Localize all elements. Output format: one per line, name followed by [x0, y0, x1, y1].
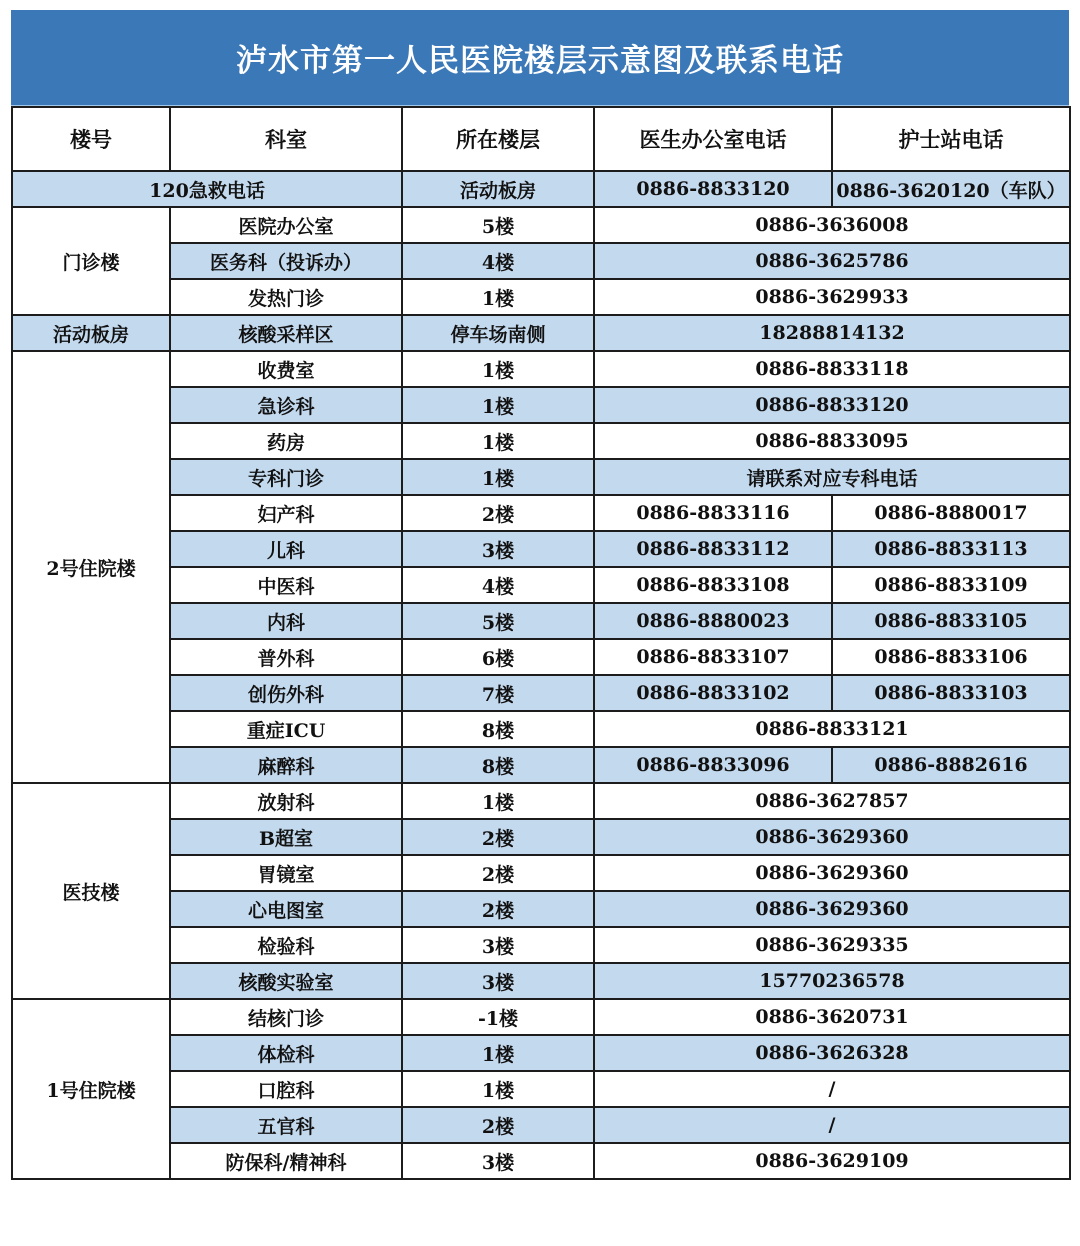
nurse-phone-cell: 0886-8833105: [832, 603, 1070, 639]
table-header-row: [12, 107, 1070, 171]
floor-cell: 1楼: [402, 1035, 594, 1071]
phone-cell: 18288814132: [594, 315, 1070, 351]
doctor-phone-cell: 0886-8833108: [594, 567, 832, 603]
phone-cell: 0886-3625786: [594, 243, 1070, 279]
floor-cell: 1楼: [402, 423, 594, 459]
phone-cell: 0886-3629360: [594, 819, 1070, 855]
doctor-phone-cell: 0886-8833102: [594, 675, 832, 711]
floor-cell: 8楼: [402, 711, 594, 747]
department-cell: 五官科: [170, 1107, 402, 1143]
table-row: [12, 711, 1070, 747]
floor-cell: 停车场南侧: [402, 315, 594, 351]
table-row: [12, 243, 1070, 279]
floor-cell: 5楼: [402, 603, 594, 639]
floor-cell: 4楼: [402, 243, 594, 279]
doctor-phone-cell: 0886-8833112: [594, 531, 832, 567]
table-row: [12, 495, 1070, 531]
phone-cell: 0886-3629109: [594, 1143, 1070, 1179]
emergency-label: 120急救电话: [12, 171, 402, 207]
department-cell: 内科: [170, 603, 402, 639]
doctor-phone-cell: 0886-8880023: [594, 603, 832, 639]
floor-cell: 3楼: [402, 1143, 594, 1179]
emergency-row: [12, 171, 1070, 207]
phone-cell: 0886-8833095: [594, 423, 1070, 459]
department-cell: 专科门诊: [170, 459, 402, 495]
phone-cell: 0886-3629360: [594, 855, 1070, 891]
floor-cell: 8楼: [402, 747, 594, 783]
department-cell: 防保科/精神科: [170, 1143, 402, 1179]
building-cell: 2号住院楼: [12, 351, 170, 783]
table-row: [12, 1071, 1070, 1107]
department-cell: 医务科（投诉办）: [170, 243, 402, 279]
department-cell: 急诊科: [170, 387, 402, 423]
department-cell: 放射科: [170, 783, 402, 819]
table-row: [12, 927, 1070, 963]
department-cell: 体检科: [170, 1035, 402, 1071]
floor-cell: 1楼: [402, 387, 594, 423]
department-cell: 中医科: [170, 567, 402, 603]
table-row: [12, 351, 1070, 387]
floor-cell: 2楼: [402, 819, 594, 855]
department-cell: 创伤外科: [170, 675, 402, 711]
emergency-floor: 活动板房: [402, 171, 594, 207]
header-doctor-phone: 医生办公室电话: [594, 107, 832, 171]
floor-cell: 1楼: [402, 783, 594, 819]
nurse-phone-cell: 0886-8833109: [832, 567, 1070, 603]
header-nurse-phone: 护士站电话: [832, 107, 1070, 171]
table-row: [12, 963, 1070, 999]
nurse-phone-cell: 0886-8882616: [832, 747, 1070, 783]
floor-cell: 5楼: [402, 207, 594, 243]
table-row: [12, 531, 1070, 567]
phone-cell: 0886-8833118: [594, 351, 1070, 387]
phone-cell: 0886-8833121: [594, 711, 1070, 747]
table-row: [12, 747, 1070, 783]
department-cell: 妇产科: [170, 495, 402, 531]
table-row: [12, 603, 1070, 639]
nurse-phone-cell: 0886-8833106: [832, 639, 1070, 675]
header-floor: 所在楼层: [402, 107, 594, 171]
floor-cell: 2楼: [402, 1107, 594, 1143]
table-row: [12, 783, 1070, 819]
floor-cell: 3楼: [402, 927, 594, 963]
phone-cell: 0886-3636008: [594, 207, 1070, 243]
nurse-phone-cell: 0886-8833103: [832, 675, 1070, 711]
phone-cell: 0886-8833120: [594, 387, 1070, 423]
table-row: [12, 999, 1070, 1035]
table-row: [12, 1107, 1070, 1143]
building-cell: 活动板房: [12, 315, 170, 351]
phone-cell: 0886-3629360: [594, 891, 1070, 927]
department-cell: 收费室: [170, 351, 402, 387]
phone-cell: /: [594, 1071, 1070, 1107]
table-row: [12, 387, 1070, 423]
table-row: [12, 639, 1070, 675]
table-row: [12, 819, 1070, 855]
doctor-phone-cell: 0886-8833116: [594, 495, 832, 531]
table-row: [12, 1143, 1070, 1179]
table-row: [12, 855, 1070, 891]
header-department: 科室: [170, 107, 402, 171]
emergency-doctor-phone: 0886-8833120: [594, 171, 832, 207]
building-cell: 医技楼: [12, 783, 170, 999]
department-cell: 核酸实验室: [170, 963, 402, 999]
table-row: [12, 423, 1070, 459]
floor-cell: -1楼: [402, 999, 594, 1035]
department-cell: 重症ICU: [170, 711, 402, 747]
department-cell: 发热门诊: [170, 279, 402, 315]
department-cell: 麻醉科: [170, 747, 402, 783]
table-row: [12, 891, 1070, 927]
contact-table: [11, 106, 1071, 1180]
table-row: [12, 675, 1070, 711]
floor-cell: 2楼: [402, 495, 594, 531]
floor-cell: 4楼: [402, 567, 594, 603]
phone-cell: 0886-3629335: [594, 927, 1070, 963]
nurse-phone-cell: 0886-8880017: [832, 495, 1070, 531]
table-row: [12, 1035, 1070, 1071]
department-cell: 胃镜室: [170, 855, 402, 891]
table-row: [12, 207, 1070, 243]
table-row: [12, 315, 1070, 351]
department-cell: 核酸采样区: [170, 315, 402, 351]
phone-cell: 0886-3626328: [594, 1035, 1070, 1071]
doctor-phone-cell: 0886-8833096: [594, 747, 832, 783]
header-building: 楼号: [12, 107, 170, 171]
floor-cell: 3楼: [402, 531, 594, 567]
floor-cell: 1楼: [402, 351, 594, 387]
phone-cell: 请联系对应专科电话: [594, 459, 1070, 495]
department-cell: 普外科: [170, 639, 402, 675]
department-cell: 检验科: [170, 927, 402, 963]
department-cell: 心电图室: [170, 891, 402, 927]
building-cell: 1号住院楼: [12, 999, 170, 1179]
floor-cell: 2楼: [402, 855, 594, 891]
emergency-nurse-phone: 0886-3620120（车队）: [832, 171, 1070, 207]
department-cell: B超室: [170, 819, 402, 855]
floor-cell: 2楼: [402, 891, 594, 927]
floor-cell: 1楼: [402, 1071, 594, 1107]
phone-cell: 0886-3627857: [594, 783, 1070, 819]
page-title: 泸水市第一人民医院楼层示意图及联系电话: [11, 10, 1069, 108]
department-cell: 结核门诊: [170, 999, 402, 1035]
department-cell: 儿科: [170, 531, 402, 567]
department-cell: 口腔科: [170, 1071, 402, 1107]
phone-cell: /: [594, 1107, 1070, 1143]
floor-cell: 7楼: [402, 675, 594, 711]
nurse-phone-cell: 0886-8833113: [832, 531, 1070, 567]
floor-cell: 1楼: [402, 279, 594, 315]
floor-cell: 3楼: [402, 963, 594, 999]
table-row: [12, 279, 1070, 315]
table-row: [12, 567, 1070, 603]
floor-cell: 6楼: [402, 639, 594, 675]
department-cell: 药房: [170, 423, 402, 459]
department-cell: 医院办公室: [170, 207, 402, 243]
table-row: [12, 459, 1070, 495]
phone-cell: 0886-3620731: [594, 999, 1070, 1035]
phone-cell: 0886-3629933: [594, 279, 1070, 315]
phone-cell: 15770236578: [594, 963, 1070, 999]
building-cell: 门诊楼: [12, 207, 170, 315]
floor-cell: 1楼: [402, 459, 594, 495]
doctor-phone-cell: 0886-8833107: [594, 639, 832, 675]
